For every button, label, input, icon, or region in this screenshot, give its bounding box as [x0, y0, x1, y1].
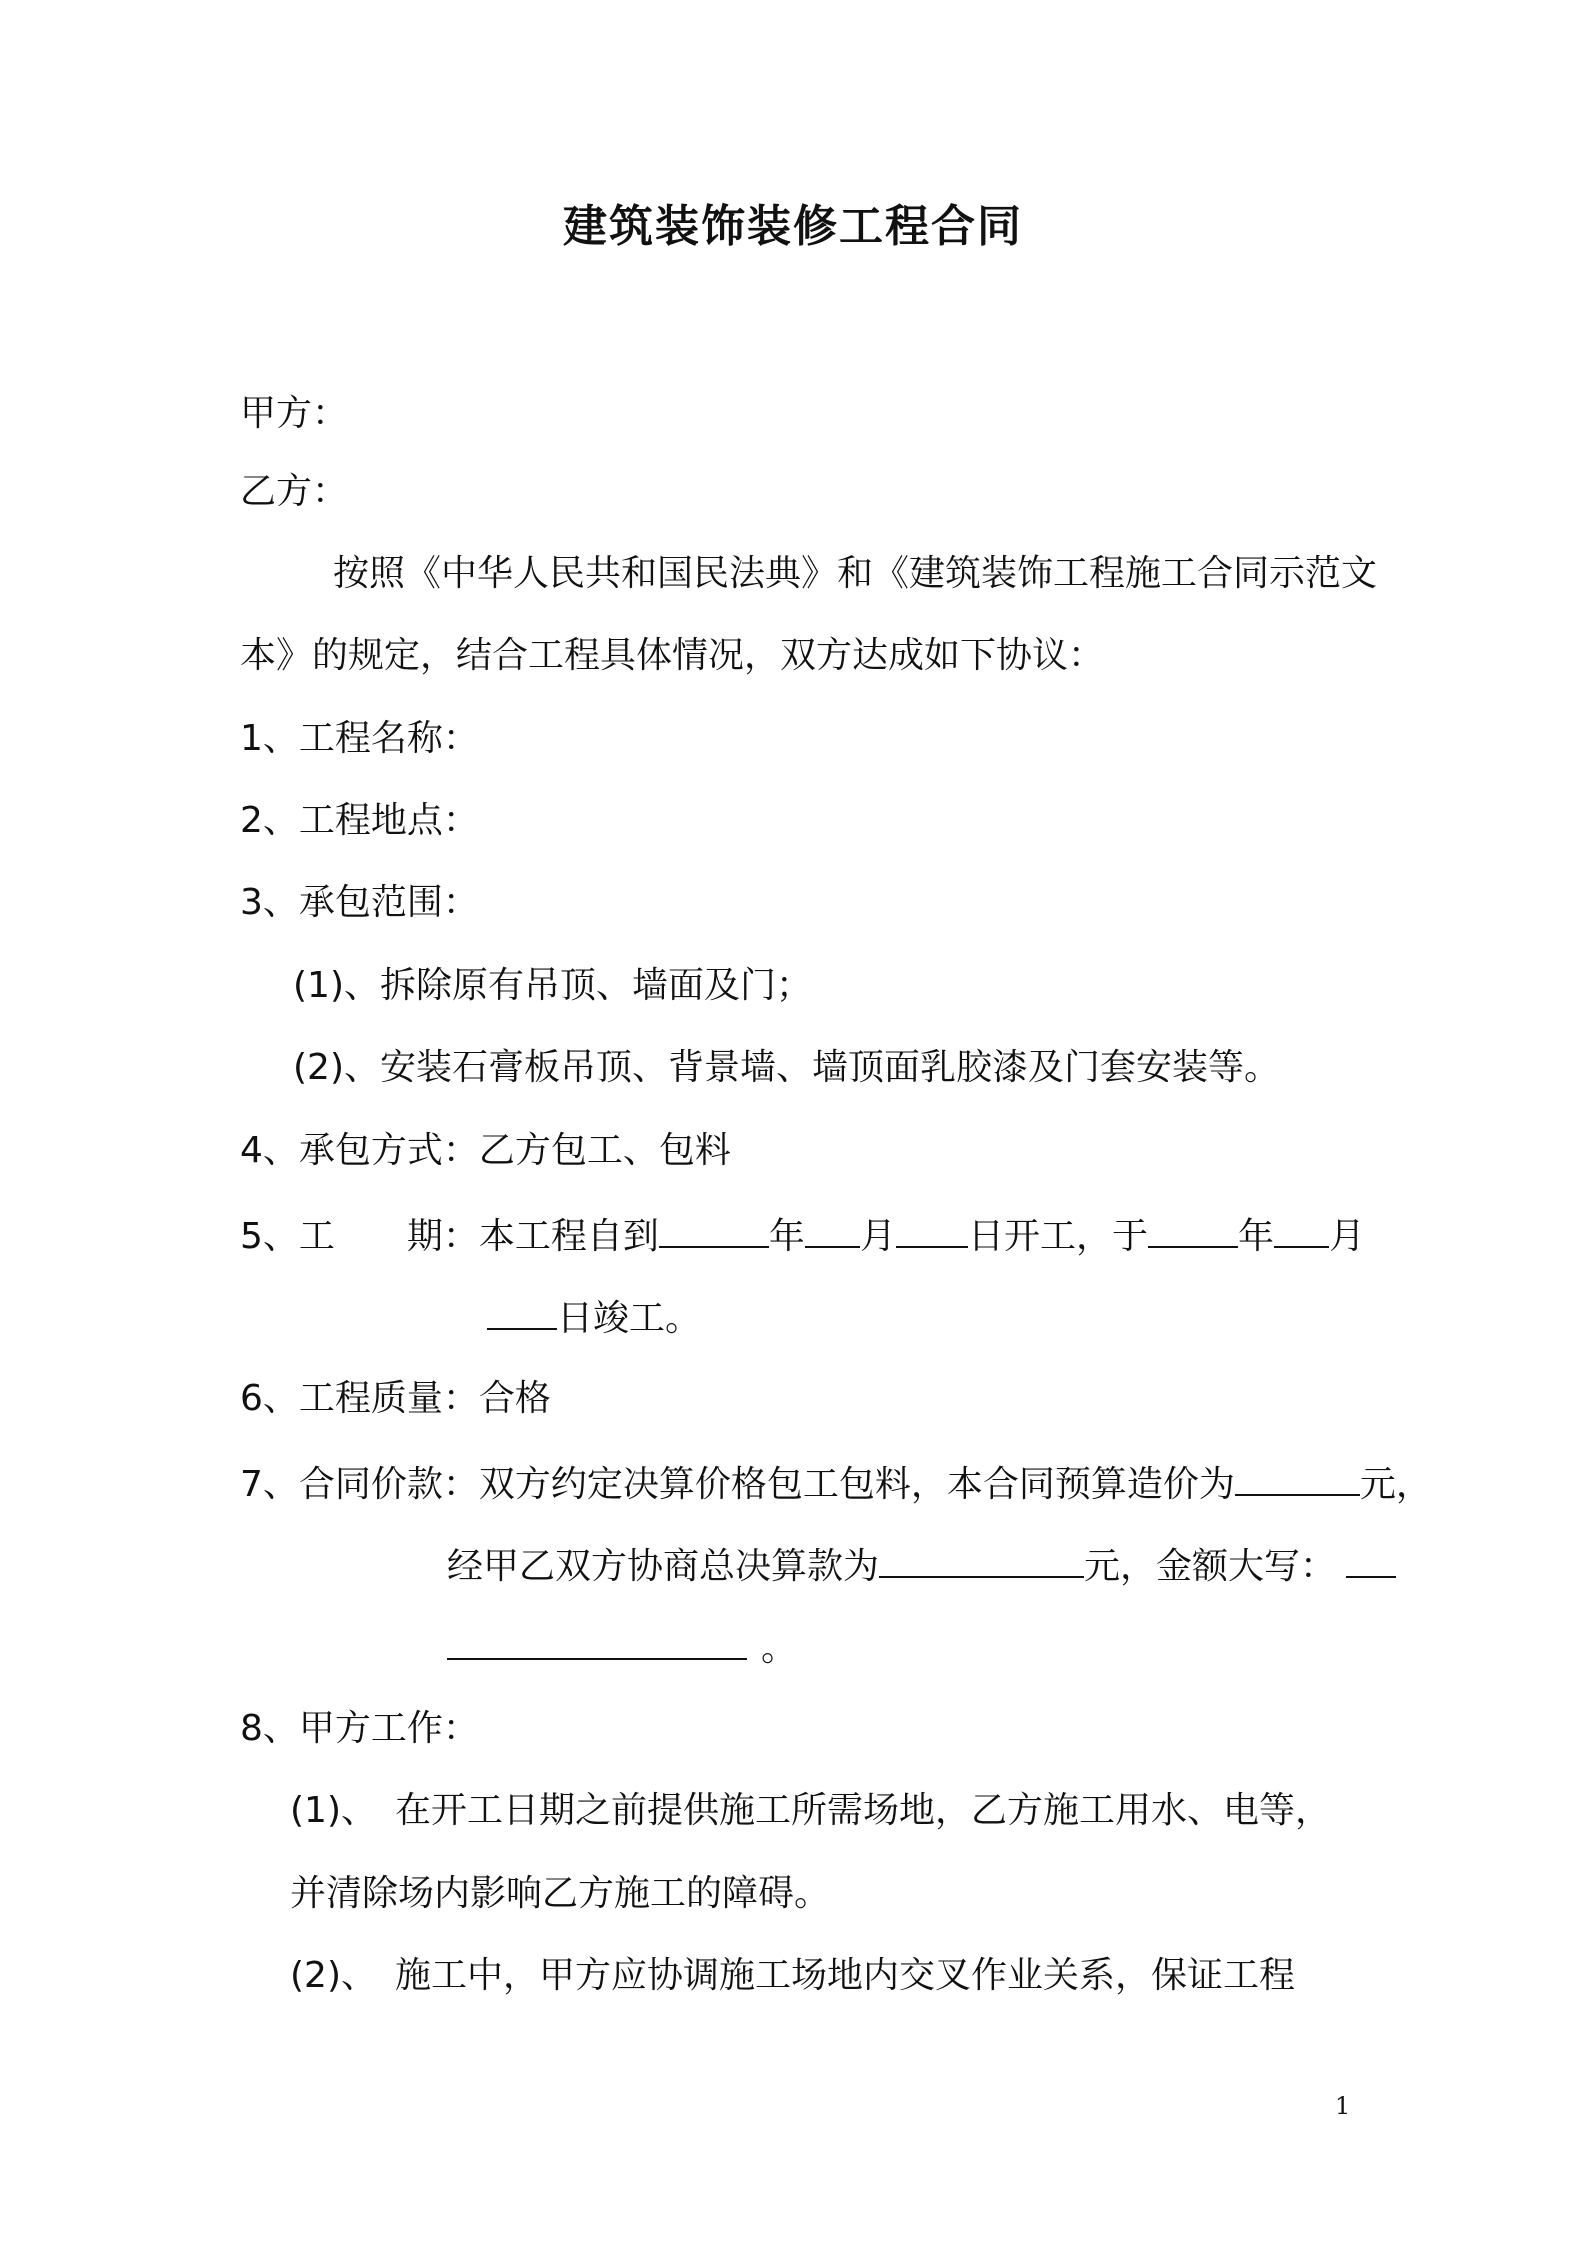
final-amount-blank	[879, 1540, 1084, 1578]
final-settlement-text: 经甲乙双方协商总决算款为	[447, 1546, 880, 1587]
duration-text-start: 本工程自到	[478, 1216, 659, 1257]
end-month-blank	[1274, 1210, 1329, 1248]
clause-price-line-3	[447, 1622, 797, 1673]
end-year-blank	[1148, 1210, 1238, 1248]
intro-paragraph-line-1: 按照《中华人民共和国民法典》和《建筑装饰工程施工合同示范文	[333, 553, 1378, 594]
party-b-label: 乙方：	[240, 471, 349, 512]
clause-contract-scope: 3、承包范围：	[240, 882, 479, 923]
month-label: 月	[859, 1216, 896, 1257]
year-label: 年	[768, 1216, 805, 1257]
start-day-label: 日开工，于	[967, 1216, 1148, 1257]
clause-party-a-duties: 8、甲方工作：	[240, 1708, 479, 1749]
end-month-label: 月	[1328, 1216, 1365, 1257]
party-a-label: 甲方：	[240, 393, 349, 434]
end-day-label: 日竣工。	[557, 1298, 702, 1339]
clause-project-location: 2、工程地点：	[240, 800, 479, 841]
duty-item-1-line-1: (1)、 在开工日期之前提供施工所需场地，乙方施工用水、电等，	[290, 1790, 1331, 1831]
clause-contract-method: 4、承包方式：乙方包工、包料	[240, 1130, 731, 1171]
intro-paragraph-line-2: 本》的规定，结合工程具体情况，双方达成如下协议：	[240, 635, 1105, 676]
budget-amount-blank	[1235, 1458, 1360, 1496]
period-mark: 。	[761, 1628, 798, 1669]
end-year-label: 年	[1237, 1216, 1274, 1257]
yuan-label: 元，	[1359, 1464, 1432, 1505]
amount-words-blank-a	[1346, 1540, 1396, 1578]
clause-price-line-1	[240, 1458, 1432, 1509]
clause-project-name: 1、工程名称：	[240, 718, 479, 759]
start-month-blank	[805, 1210, 860, 1248]
scope-item-2: (2)、安装石膏板吊顶、背景墙、墙顶面乳胶漆及门套安装等。	[293, 1047, 1280, 1088]
document-title: 建筑装饰装修工程合同	[563, 201, 1023, 252]
start-year-blank	[659, 1210, 769, 1248]
amount-words-label: 元，金额大写：	[1084, 1546, 1337, 1587]
end-day-blank	[487, 1292, 557, 1330]
price-text: 7、合同价款：双方约定决算价格包工包料，本合同预算造价为	[240, 1464, 1235, 1505]
clause-quality: 6、工程质量：合格	[240, 1378, 551, 1419]
duty-item-2-line-1: (2)、 施工中，甲方应协调施工场地内交叉作业关系，保证工程	[290, 1955, 1295, 1996]
clause-price-line-2	[447, 1540, 1396, 1591]
page-number: 1	[1335, 2092, 1351, 2120]
scope-item-1: (1)、拆除原有吊顶、墙面及门；	[293, 965, 812, 1006]
duration-completion	[487, 1292, 701, 1343]
clause-duration	[240, 1210, 1365, 1261]
duty-item-1-line-2: 并清除场内影响乙方施工的障碍。	[290, 1873, 831, 1914]
duration-label: 5、工 期：	[240, 1216, 479, 1257]
amount-words-blank-b	[447, 1622, 747, 1660]
start-day-blank	[896, 1210, 968, 1248]
